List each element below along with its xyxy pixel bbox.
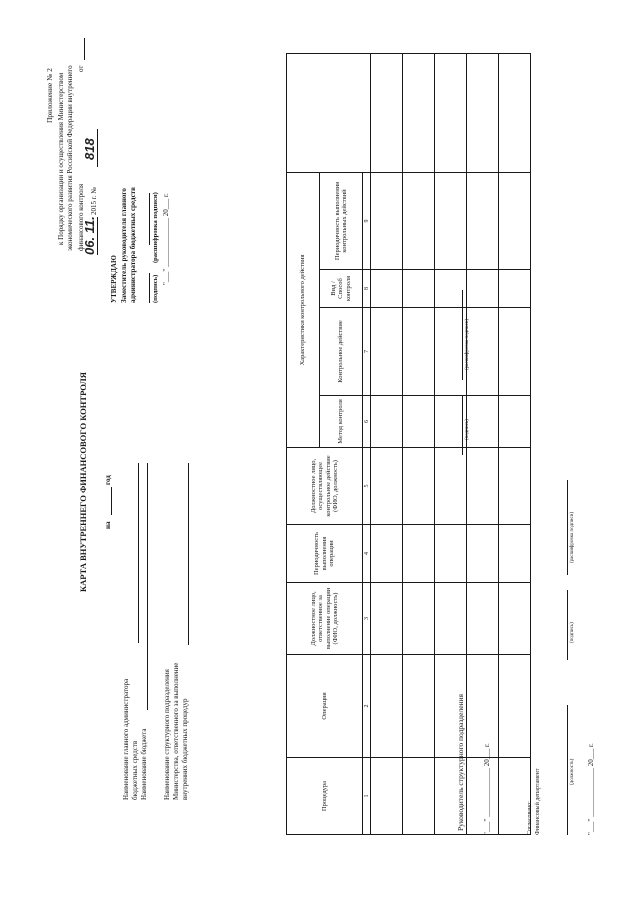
appendix-line-4: финансового контроля	[77, 183, 85, 251]
year-line-underline	[111, 487, 112, 515]
appendix-date-prefix: от	[77, 65, 85, 72]
approval-date-line: "___" ______________ 20___ г.	[162, 193, 170, 285]
column-number: 4	[363, 525, 371, 583]
head-decoding-line	[462, 290, 463, 380]
department-signature-line	[567, 590, 568, 660]
head-date-line: "___" ______________ 20___ г.	[483, 743, 491, 835]
table-row	[467, 53, 499, 834]
column-number: 5	[363, 448, 371, 525]
admin-label-line-2: бюджетных средств	[131, 740, 139, 800]
column-number: 7	[363, 308, 371, 396]
appendix-number-underline	[97, 217, 98, 255]
department-decoding-caption: (расшифровка подписи)	[570, 511, 575, 563]
handwritten-date: 06. 11.	[82, 216, 97, 255]
appendix-line-3: экономического развития Российской Федерации внутреннего	[66, 65, 74, 251]
approval-signature-line	[149, 273, 150, 303]
admin-label-line-1: Наименование главного администратора	[122, 678, 130, 800]
blank-column-header	[287, 53, 371, 172]
approval-title: УТВЕРЖДАЮ	[110, 255, 118, 303]
department-label: Финансовый департамент	[535, 768, 541, 835]
header-procedure: Процедура	[287, 758, 363, 835]
header-action: Контрольное действие	[320, 308, 363, 396]
appendix-line-1: Приложение № 2	[45, 68, 54, 123]
header-characteristics: Характеристики контрольного действия	[287, 172, 320, 447]
admin-field-line	[138, 463, 139, 643]
header-type: Вид / Способ контроля	[320, 270, 363, 308]
column-number: 6	[363, 396, 371, 448]
appendix-date-year: 2015 г. №	[90, 186, 98, 215]
year-line-prefix: на	[104, 521, 112, 529]
header-responsible: Должностное лицо, ответственное за выполнение операции (ФИО, должность)	[287, 583, 363, 655]
table-row	[403, 53, 435, 834]
agreed-label: Согласовано:	[527, 801, 533, 835]
control-map-table	[286, 53, 531, 835]
department-position-caption: (должность)	[570, 758, 575, 785]
approval-decoding-line	[149, 193, 150, 245]
document-title: КАРТА ВНУТРЕННЕГО ФИНАНСОВОГО КОНТРОЛЯ	[78, 372, 88, 592]
header-periodicity: Периодичность выполнения операции	[287, 525, 363, 583]
department-position-line	[567, 705, 568, 835]
column-number: 8	[363, 270, 371, 308]
header-frequency: Периодичность выполнения контрольных действий	[320, 172, 363, 269]
budget-label: Наименование бюджета	[140, 728, 148, 800]
head-signature-caption: (подпись)	[465, 419, 470, 440]
department-decoding-line	[567, 480, 568, 575]
budget-field-line	[147, 463, 148, 710]
head-signature-line	[462, 395, 463, 455]
column-number: 9	[363, 172, 371, 269]
column-number: 2	[363, 655, 371, 758]
appendix-line-2: к Порядку организации и осуществления Министерством	[57, 72, 65, 245]
table-row	[371, 53, 403, 834]
unit-label-line-3: внутренних бюджетных процедур	[181, 698, 189, 800]
appendix-number-underline-2	[97, 129, 98, 167]
unit-label-line-2: Министерства, ответственного за выполнение	[172, 662, 180, 800]
department-signature-caption: (подпись)	[570, 622, 575, 643]
column-number: 1	[363, 758, 371, 835]
appendix-date-underline	[84, 38, 85, 60]
header-method: Метод контроля	[320, 396, 363, 448]
header-control-official: Должностное лицо, осуществляющее контрольное действие (ФИО, должность)	[287, 448, 363, 525]
head-label: Руководитель структурного подразделения	[456, 694, 465, 831]
unit-label-line-1: Наименование структурного подразделения	[163, 669, 171, 800]
unit-field-line	[188, 463, 189, 645]
approval-decoding-caption: (расшифровка подписи)	[152, 192, 159, 263]
handwritten-number: 818	[82, 138, 97, 160]
department-date-line: "___" ______________ 20___ г.	[587, 743, 595, 835]
approval-line-1: Заместитель руководителя главного	[120, 188, 128, 303]
approval-signature-caption: (подпись)	[152, 274, 159, 303]
head-decoding-caption: (расшифровка подписи)	[465, 318, 470, 370]
header-operation: Операция	[287, 655, 363, 758]
table-row	[499, 53, 531, 834]
year-line-suffix: год	[104, 475, 112, 485]
approval-line-2: администратора бюджетных средств	[129, 187, 137, 303]
column-number: 3	[363, 583, 371, 655]
